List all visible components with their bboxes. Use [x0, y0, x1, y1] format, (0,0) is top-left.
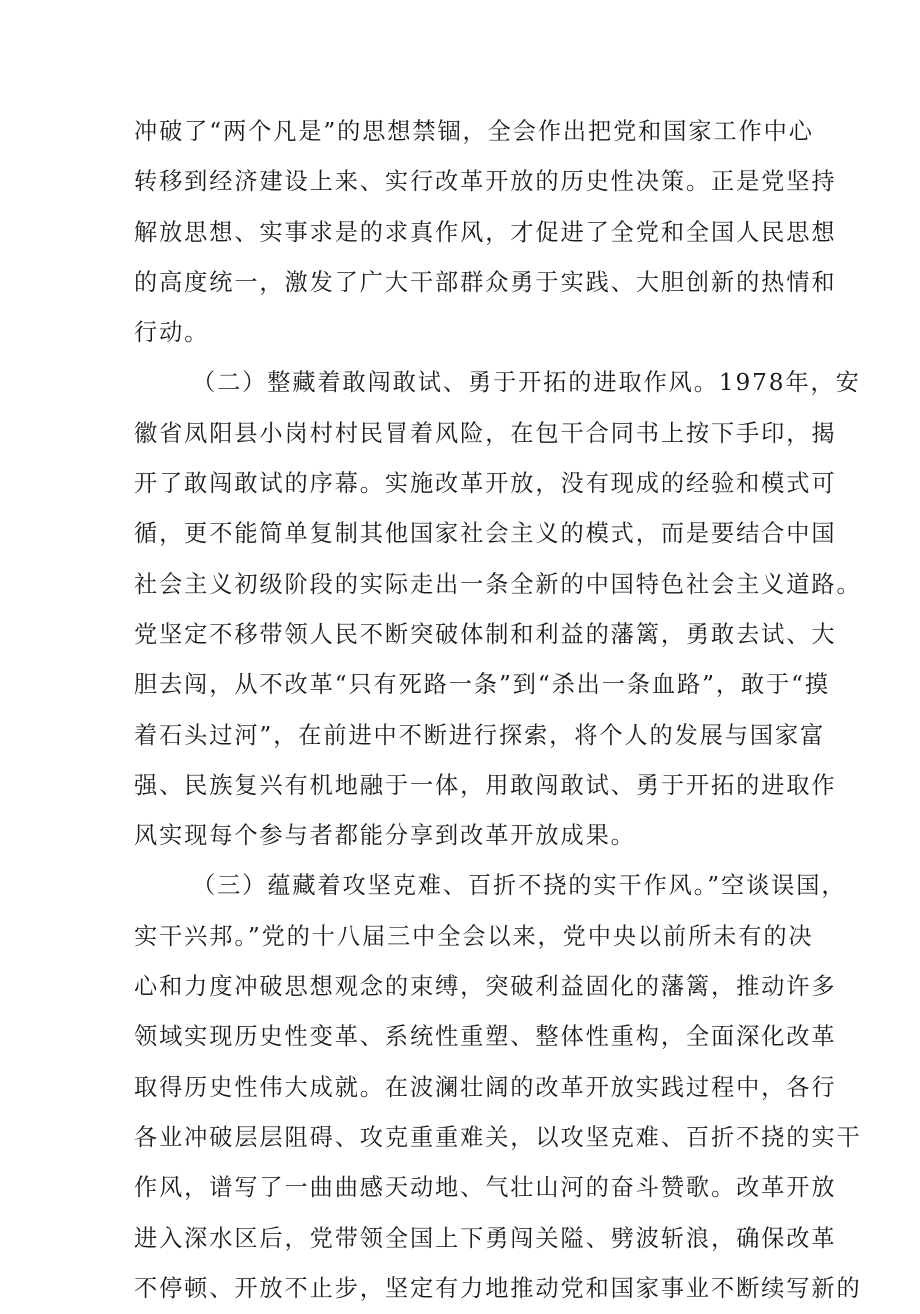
text-line: 取得历史性伟大成就。在波澜壮阔的改革开放实践过程中，各行: [134, 1073, 837, 1101]
section-heading-line: （二）整藏着敢闯敢试、勇于开拓的进取作风。1978年，安: [192, 369, 861, 397]
text-line: 各业冲破层层阻碍、攻克重重难关，以攻坚克难、百折不挠的实干: [134, 1123, 862, 1151]
text-line: 徽省凤阳县小岗村村民冒着风险，在包干合同书上按下手印，揭: [134, 419, 837, 447]
text-line: 胆去闯，从不改革“只有死路一条”到“杀出一条血路”，敢于“摸: [134, 671, 830, 699]
text-line: 开了敢闯敢试的序幕。实施改革开放，没有现成的经验和模式可: [134, 470, 837, 498]
text-line: 循，更不能简单复制其他国家社会主义的模式，而是要结合中国: [134, 520, 837, 548]
section-heading-line: （三）蕴藏着攻坚克难、百折不挠的实干作风。”空谈误国，: [192, 872, 847, 900]
text-line: 社会主义初级阶段的实际走出一条全新的中国特色社会主义道路。: [134, 570, 862, 598]
text-line: 强、民族复兴有机地融于一体，用敢闯敢试、勇于开拓的进取作: [134, 771, 837, 799]
text-line: 心和力度冲破思想观念的束缚，突破利益固化的藩篱，推动许多: [134, 973, 837, 1001]
text-line: 冲破了“两个凡是”的思想禁锢，全会作出把党和国家工作中心: [134, 118, 814, 145]
text-line: 解放思想、实事求是的求真作风，才促进了全党和全国人民思想: [134, 218, 837, 246]
text-line: 转移到经济建设上来、实行改革开放的历史性决策。正是党坚持: [134, 168, 837, 196]
text-line: 进入深水区后，党带领全国上下勇闯关隘、劈波斩浪，确保改革: [134, 1224, 837, 1252]
text-line: 风实现每个参与者都能分享到改革开放成果。: [134, 822, 636, 850]
text-line: 领域实现历史性变革、系统性重塑、整体性重构，全面深化改革: [134, 1023, 837, 1051]
text-line: 作风，谱写了一曲曲感天动地、气壮山河的奋斗赞歌。改革开放: [134, 1174, 837, 1202]
body-text: [134, 107, 862, 1314]
text-line: 不停顿、开放不止步，坚定有力地推动党和国家事业不断续写新的: [134, 1274, 862, 1302]
text-line: 行动。: [134, 319, 210, 347]
text-line: 的高度统一，激发了广大干部群众勇于实践、大胆创新的热情和: [134, 268, 837, 296]
text-line: 党坚定不移带领人民不断突破体制和利益的藩篱，勇敢去试、大: [134, 620, 837, 648]
text-line: 实干兴邦。”党的十八届三中全会以来，党中央以前所未有的决: [134, 922, 814, 950]
text-line: 着石头过河”，在前进中不断进行探索，将个人的发展与国家富: [134, 721, 826, 749]
